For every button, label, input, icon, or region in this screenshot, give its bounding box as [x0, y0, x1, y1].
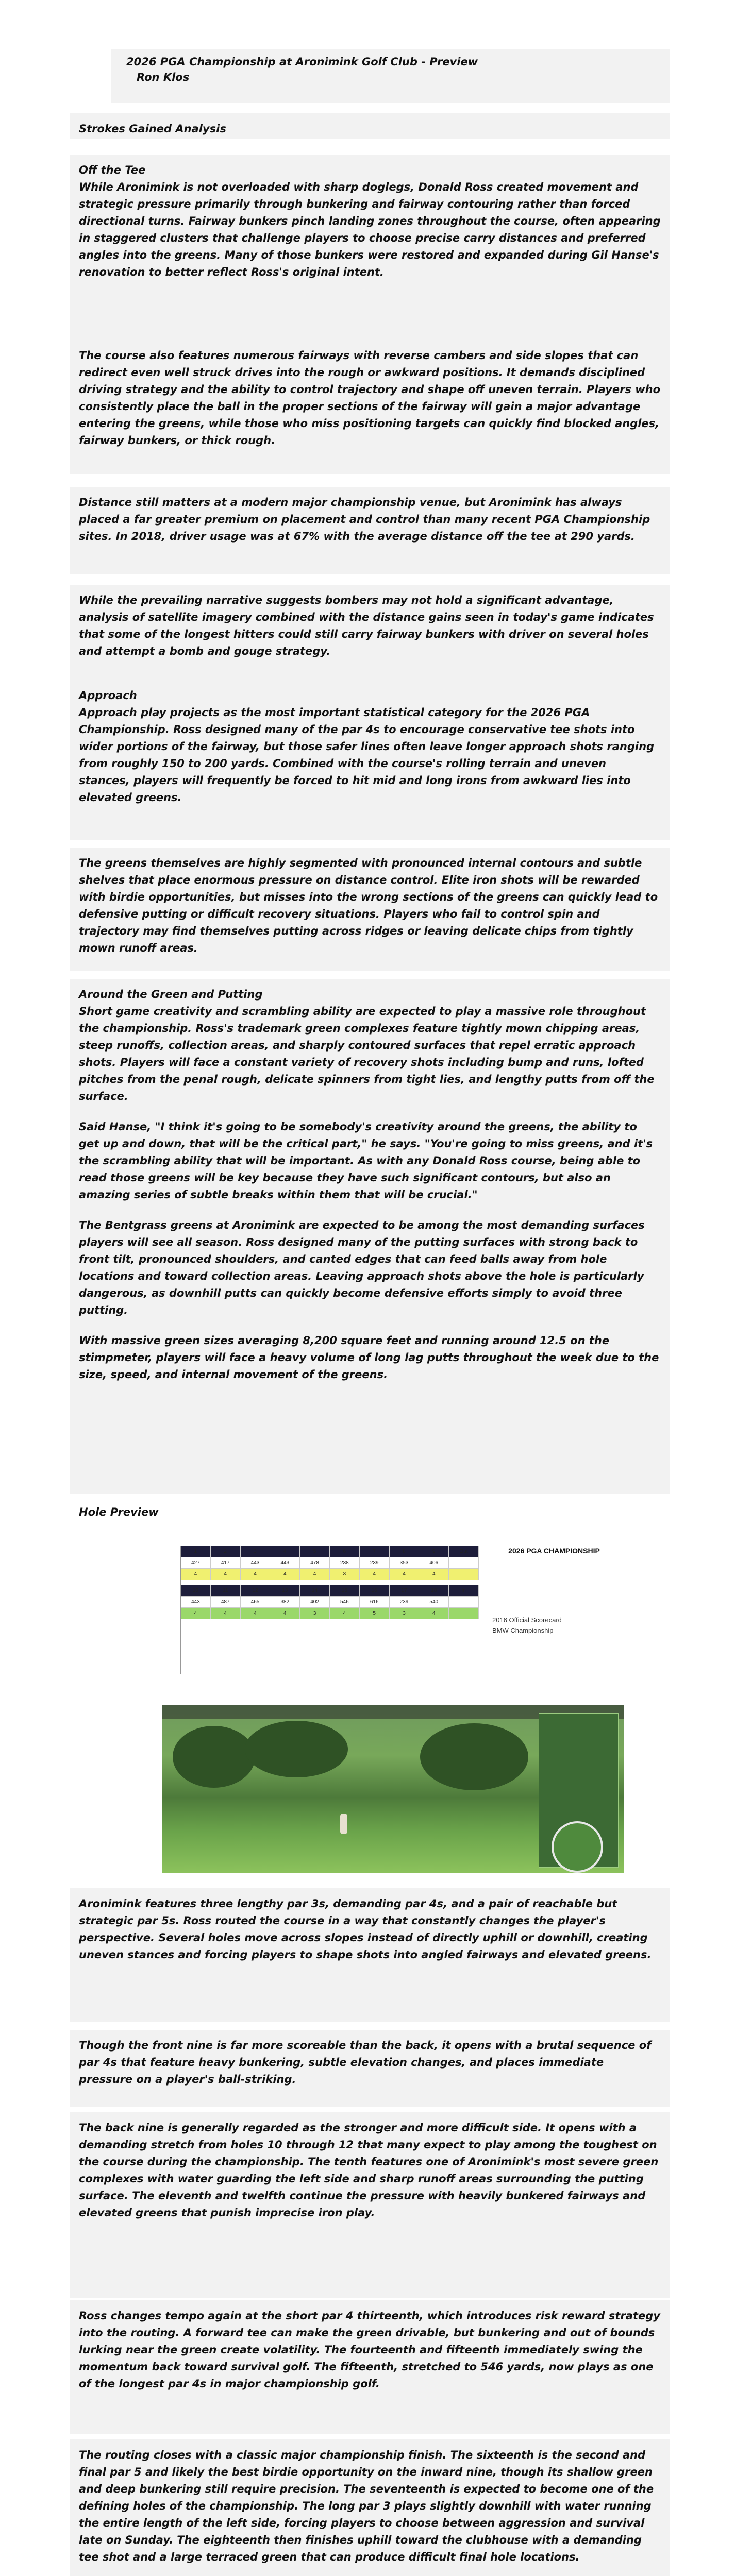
scorecard-cell: 5	[300, 1546, 330, 1557]
section-block	[70, 2112, 670, 2298]
scorecard-cell: 238	[330, 1557, 360, 1568]
paragraph: Though the front nine is far more scoreable than the back, it opens with a brutal sequence of par 4s that feature heavy bunkering, subtle elevation changes, and places immediate pressure on a player's ball-striking.	[79, 2039, 652, 2086]
scorecard-cell: 6	[330, 1546, 360, 1557]
paragraph: The greens themselves are highly segmented with pronounced internal contours and subtle shelves that place enormous pressure on distance control. Elite iron shots will be rewarded with birdie opportunities, but misses into the wrong sections of the greens can quickly lead to defensive putting or difficult recovery situations. Players who fail to control spin and trajectory may find themselves putting across ridges or leaving delicate chips from tightly mown runoff areas.	[79, 857, 658, 954]
scorecard-cell: 4	[419, 1608, 449, 1619]
scorecard-front-holes	[181, 1546, 479, 1557]
scorecard-cell: 4	[270, 1608, 300, 1619]
section-heading: Hole Preview	[79, 1506, 159, 1518]
tree	[173, 1726, 255, 1788]
paragraph: Ross changes tempo again at the short par 4 thirteenth, which introduces risk reward strategy into the routing. A forward tee can make the green drivable, but bunkering and out of bounds lurking near the green create volatility. The fourteenth and fifteenth immediately swing the momentum back toward survival golf. The fifteenth, stretched to 546 yards, now plays as one of the longest par 4s in major championship golf.	[79, 2310, 660, 2390]
paragraph: Approach play projects as the most important statistical category for the 2026 PGA Championship. Ross designed many of the par 4s to encourage conservative tee shots into wider portions of the fairway, but those safer lines often leave longer approach shots ranging from roughly 150 to 200 yards. Combined with the course's rolling terrain and uneven stances, players will frequently be forced to hit mid and long irons from awkward lies into elevated greens.	[79, 706, 655, 804]
scorecard-cell: 4	[241, 1569, 271, 1580]
scorecard-cell: 546	[330, 1597, 360, 1607]
scorecard-cell: 443	[270, 1557, 300, 1568]
section-around-green	[70, 979, 670, 1494]
scorecard-cell: 540	[419, 1597, 449, 1607]
scorecard-cell: 3	[241, 1546, 271, 1557]
section-block	[70, 2030, 670, 2107]
paragraph: Aronimink features three lengthy par 3s, demanding par 4s, and a pair of reachable but strategic par 5s. Ross routed the course in a way that constantly changes the player's perspective. Several holes move across slopes instead of directly uphill or downhill, creating uneven stances and forcing players to shape shots into angled fairways and elevated greens.	[79, 1897, 652, 1961]
scorecard-cell: 4	[181, 1569, 211, 1580]
paragraph: Distance still matters at a modern major championship venue, but Aronimink has always placed a far greater premium on placement and control than many recent PGA Championship sites. In 2018, driver usage was at 67% with the average distance off the tee at 290 yards.	[79, 496, 650, 543]
scorecard-back-par	[181, 1608, 479, 1619]
scorecard-table	[180, 1546, 479, 1674]
scorecard-cell	[449, 1597, 479, 1607]
scorecard-back-holes	[181, 1585, 479, 1597]
scorecard-cell: 3	[300, 1608, 330, 1619]
article-author: Ron Klos	[137, 71, 190, 83]
scorecard-cell: 4	[300, 1569, 330, 1580]
section-block	[70, 2300, 670, 2434]
scorecard-cell: 443	[181, 1597, 211, 1607]
scorecard-cell	[449, 1608, 479, 1619]
scorecard-cell: Out	[449, 1546, 479, 1557]
paragraph: While the prevailing narrative suggests bombers may not hold a significant advantage, analysis of satellite imagery combined with the distance gains seen in today's game indicates that some of the longest hitters could still carry fairway bunkers with driver on several holes and attempt a bomb and gouge strategy.	[79, 594, 654, 657]
scorecard-cell: 4	[419, 1569, 449, 1580]
section-heading: Around the Green and Putting	[79, 988, 263, 1001]
scorecard-cell: 4	[270, 1569, 300, 1580]
scorecard-cell: 8	[390, 1546, 420, 1557]
section-hole-preview	[70, 1497, 670, 1520]
paragraph: The back nine is generally regarded as the stronger and more difficult side. It opens with a demanding stretch from holes 10 through 12 that many expect to play among the toughest on the course during the championship. The tenth features one of Aronimink's most severe green complexes with water guarding the left side and sharp runoff areas surrounding the putting surface. The eleventh and twelfth continue the pressure with heavily bunkered fairways and elevated greens that punish imprecise iron play.	[79, 2122, 659, 2219]
section-strokes-gained	[70, 113, 670, 139]
scorecard-cell: 402	[300, 1597, 330, 1607]
article-header	[111, 49, 670, 103]
paragraph: The course also features numerous fairways with reverse cambers and side slopes that can redirect even well struck drives into the rough or awkward positions. It demands disciplined driving strategy and the ability to control trajectory and shape off uneven terrain. Players who consistently place the ball in the proper sections of the fairway will gain a major advantage entering the greens, while those who miss positioning targets can quickly find blocked angles, fairway bunkers, or thick rough.	[79, 349, 661, 447]
scorecard-cell: 1	[181, 1546, 211, 1557]
scorecard-cell: 4	[270, 1546, 300, 1557]
paragraph: While Aronimink is not overloaded with sharp doglegs, Donald Ross created movement and strategic pressure primarily through bunkering and fairway contouring rather than forced directional turns. Fairway bunkers pinch landing zones throughout the course, often appearing in staggered clusters that challenge players to choose precise carry distances and preferred angles into the greens. Many of those bunkers were restored and expanded during Gil Hanse's renovation to better reflect Ross's original intent.	[79, 181, 661, 278]
scorecard-cell	[449, 1557, 479, 1568]
scorecard-cell: 239	[360, 1557, 390, 1568]
section-block	[70, 487, 670, 574]
green-circle	[552, 1821, 603, 1873]
scorecard-front-par	[181, 1569, 479, 1580]
scorecard-cell: 4	[181, 1608, 211, 1619]
scorecard-cell: 7	[360, 1546, 390, 1557]
scorecard-cell: 5	[360, 1608, 390, 1619]
scorecard-cell: 4	[390, 1569, 420, 1580]
scorecard-cell: 478	[300, 1557, 330, 1568]
scorecard-cell: 15	[330, 1585, 360, 1596]
scorecard-cell: 406	[419, 1557, 449, 1568]
scorecard-cell: 353	[390, 1557, 420, 1568]
article-title: 2026 PGA Championship at Aronimink Golf Club - Preview	[126, 56, 478, 68]
scorecard-sponsor: BMW Championship	[492, 1626, 554, 1634]
scorecard-back-yards	[181, 1597, 479, 1608]
paragraph: With massive green sizes averaging 8,200 square feet and running around 12.5 on the stimpmeter, players will face a heavy volume of long lag putts throughout the week due to the size, speed, and internal movement of the greens.	[79, 1334, 659, 1381]
scorecard-side-label: 2016 Official Scorecard	[492, 1616, 562, 1624]
scorecard-title: 2026 PGA CHAMPIONSHIP	[508, 1547, 600, 1555]
scorecard-cell: 4	[211, 1569, 241, 1580]
scorecard-cell: 10	[181, 1585, 211, 1596]
paragraph: Said Hanse, "I think it's going to be somebody's creativity around the greens, the ability to get up and down, that will be the critical part," he says. "You're going to miss greens, and it's the scrambling ability that will be important. As with any Donald Ross course, being able to read those greens will be key because they have such significant contours, but also an amazing series of subtle breaks within them that will be crucial."	[79, 1121, 653, 1201]
section-block	[70, 848, 670, 971]
scorecard-cell: 16	[360, 1585, 390, 1596]
section-block	[70, 585, 670, 683]
scorecard-cell: 382	[270, 1597, 300, 1607]
scorecard-cell: 465	[241, 1597, 271, 1607]
scorecard-cell: 2	[211, 1546, 241, 1557]
scorecard-cell: 427	[181, 1557, 211, 1568]
scorecard-cell: 14	[300, 1585, 330, 1596]
section-block	[70, 1888, 670, 2022]
section-heading: Strokes Gained Analysis	[79, 123, 226, 135]
scorecard-front-yards	[181, 1557, 479, 1569]
scorecard-cell: 13	[270, 1585, 300, 1596]
paragraph: The routing closes with a classic major championship finish. The sixteenth is the second and final par 5 and likely the best birdie opportunity on the inward nine, though its shallow green and deep bunkering still require precision. The seventeenth is expected to become one of the defining holes of the championship. The long par 3 plays slightly downhill with water running the entire length of the left side, forcing players to choose between aggression and survival late on Sunday. The eighteenth then finishes uphill toward the clubhouse with a demanding tee shot and a large terraced green that can produce difficult final hole locations.	[79, 2449, 654, 2563]
scorecard-cell	[449, 1569, 479, 1580]
scorecard-cell: 18	[419, 1585, 449, 1596]
scorecard-side	[492, 1615, 562, 1636]
scorecard-cell: 417	[211, 1557, 241, 1568]
section-heading: Approach	[79, 689, 137, 702]
paragraph: The Bentgrass greens at Aronimink are expected to be among the most demanding surfaces players will see all season. Ross designed many of the putting surfaces with strong back to front tilt, pronounced shoulders, and canted edges that can feed balls away from hole locations and toward collection areas. Leaving approach shots above the hole is particularly dangerous, as downhill putts can quickly become defensive efforts simply to avoid three putting.	[79, 1219, 645, 1316]
tree	[420, 1723, 528, 1790]
scorecard-cell: In	[449, 1585, 479, 1596]
scorecard-image	[162, 1538, 624, 1680]
scorecard-cell: 17	[390, 1585, 420, 1596]
scorecard-cell: 239	[390, 1597, 420, 1607]
section-block	[70, 2439, 670, 2576]
tree	[245, 1721, 348, 1777]
scorecard-cell: 11	[211, 1585, 241, 1596]
golfer	[340, 1814, 347, 1834]
scorecard-cell: 4	[211, 1608, 241, 1619]
section-heading: Off the Tee	[79, 164, 146, 176]
scorecard-cell: 616	[360, 1597, 390, 1607]
scorecard-cell: 4	[241, 1608, 271, 1619]
paragraph: Short game creativity and scrambling ability are expected to play a massive role throughout the championship. Ross's trademark green complexes feature tightly mown chipping areas, steep runoffs, collection areas, and sharply contoured surfaces that repel erratic approach shots. Players will face a constant variety of recovery shots including bump and runs, lofted pitches from the penal rough, delicate spinners from tight lies, and lengthy putts from off the surface.	[79, 1005, 655, 1103]
hole-flyover-image	[162, 1705, 624, 1873]
scorecard-cell: 4	[360, 1569, 390, 1580]
scorecard-cell: 3	[330, 1569, 360, 1580]
section-block	[70, 340, 670, 474]
scorecard-cell: 12	[241, 1585, 271, 1596]
scorecard-cell: 9	[419, 1546, 449, 1557]
scorecard-cell: 443	[241, 1557, 271, 1568]
scorecard-cell: 4	[330, 1608, 360, 1619]
scorecard-cell: 3	[390, 1608, 420, 1619]
section-approach	[70, 680, 670, 840]
scorecard-cell: 487	[211, 1597, 241, 1607]
